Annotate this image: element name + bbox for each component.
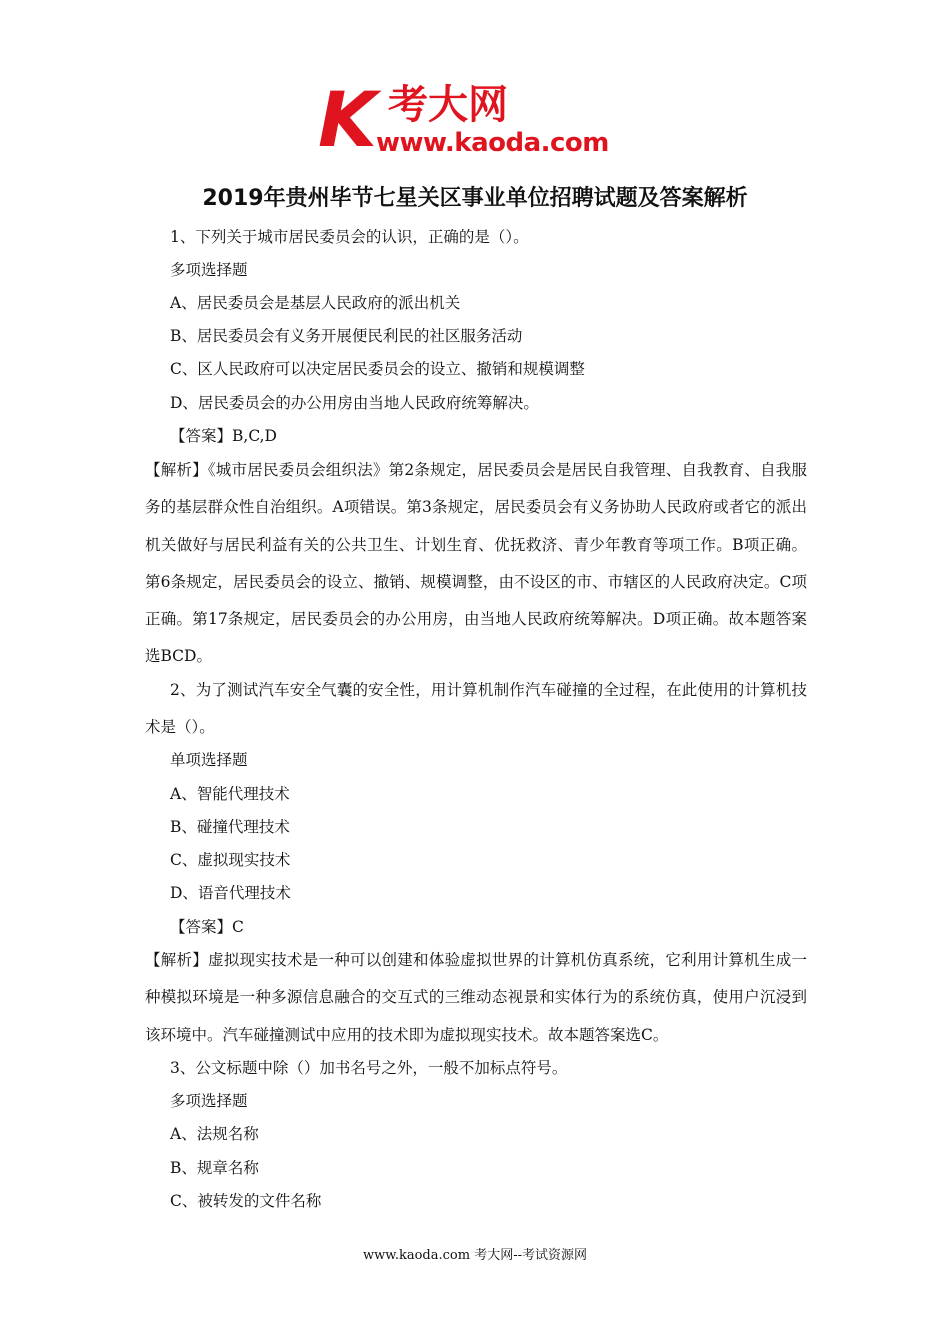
q3-option-c: C、被转发的文件名称 (170, 1192, 322, 1210)
page-footer: www.kaoda.com 考大网--考试资源网 (363, 1248, 587, 1263)
q1-question: 1、下列关于城市居民委员会的认识，正确的是（）。 (170, 228, 529, 246)
logo-url: www.kaoda.com (376, 128, 609, 158)
q2-analysis: 【解析】虚拟现实技术是一种可以创建和体验虚拟世界的计算机仿真系统，它利用计算机生成一种模拟环境是一种多源信息融合的交互式的三维动态视景和实体行为的系统仿真，使用户沉浸到该环境中。汽车碰撞测试中应用的技术即为虚拟现实技术。故本题答案选C。 (145, 951, 807, 1044)
q3-question: 3、公文标题中除（）加书名号之外，一般不加标点符号。 (170, 1059, 568, 1077)
q2-question: 2、为了测试汽车安全气囊的安全性，用计算机制作汽车碰撞的全过程，在此使用的计算机技术是（）。 (145, 681, 807, 737)
q3-type: 多项选择题 (170, 1092, 248, 1110)
q1-option-b: B、居民委员会有义务开展便民利民的社区服务活动 (170, 327, 523, 345)
q2-option-c: C、虚拟现实技术 (170, 851, 291, 869)
q1-option-a: A、居民委员会是基层人民政府的派出机关 (170, 294, 461, 312)
q1-option-c: C、区人民政府可以决定居民委员会的设立、撤销和规模调整 (170, 360, 585, 378)
logo-mark: K (318, 75, 373, 164)
q2-type: 单项选择题 (170, 751, 248, 769)
q1-option-d: D、居民委员会的办公用房由当地人民政府统筹解决。 (170, 394, 539, 412)
kaoda-logo (318, 75, 638, 164)
q2-option-b: B、碰撞代理技术 (170, 818, 290, 836)
q1-answer: 【答案】B,C,D (170, 427, 277, 445)
logo-name: 考大网 (388, 82, 508, 128)
q1-analysis: 【解析】《城市居民委员会组织法》第2条规定，居民委员会是居民自我管理、自我教育、自我服务的基层群众性自治组织。A项错误。第3条规定，居民委员会有义务协助人民政府或者它的派出机关做好与居民利益有关的公共卫生、计划生育、优抚救济、青少年教育等项工作。B项正确。第6条规定，居民委员会的设立、撤销、规模调整，由不设区的市、市辖区的人民政府决定。C项正确。第17条规定，居民委员会的办公用房，由当地人民政府统筹解决。D项正确。故本题答案选BCD。 (145, 461, 807, 666)
q3-option-b: B、规章名称 (170, 1159, 259, 1177)
q3-option-a: A、法规名称 (170, 1125, 259, 1143)
q2-answer: 【答案】C (170, 918, 244, 936)
q2-option-d: D、语音代理技术 (170, 884, 291, 902)
q1-type: 多项选择题 (170, 261, 248, 279)
q2-option-a: A、智能代理技术 (170, 785, 290, 803)
page-title: 2019年贵州毕节七星关区事业单位招聘试题及答案解析 (202, 186, 748, 211)
